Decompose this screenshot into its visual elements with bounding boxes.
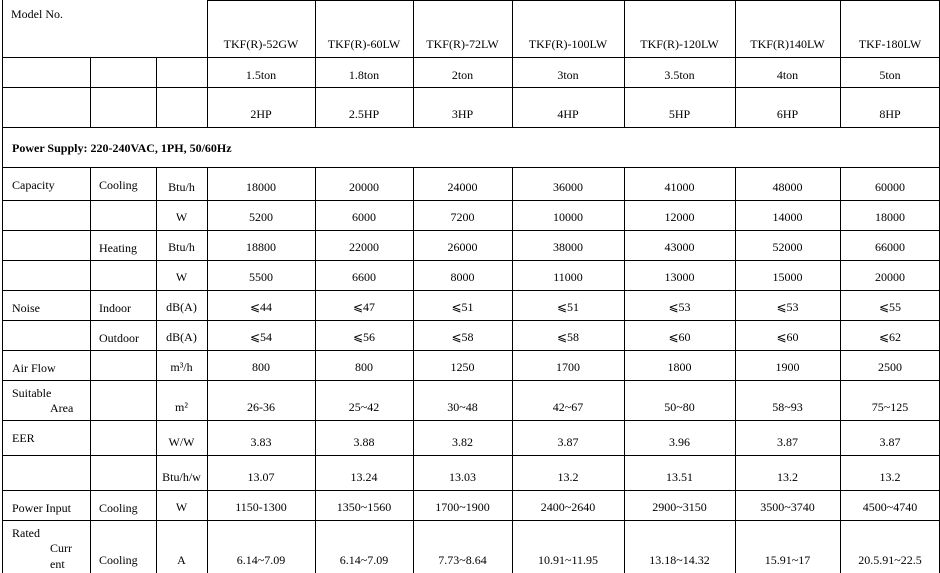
grid-hline	[2, 380, 940, 381]
value-cell: 13.03	[449, 470, 476, 484]
row-sublabel: Heating	[99, 241, 137, 255]
unit-cell: Btu/h	[168, 240, 195, 254]
value-cell: 3.87	[557, 435, 579, 449]
value-cell: 15000	[772, 270, 803, 284]
grid-hline	[2, 260, 940, 261]
row-sublabel: Cooling	[99, 178, 138, 192]
grid-hline	[2, 87, 940, 88]
horsepower-cell: 3HP	[451, 107, 474, 121]
model-name-cell: TKF(R)-72LW	[426, 37, 499, 51]
value-cell: 75~125	[871, 400, 909, 414]
value-cell: 10000	[553, 210, 583, 224]
value-cell: ⩽47	[352, 300, 376, 314]
horsepower-cell: 6HP	[776, 107, 799, 121]
value-cell: 22000	[349, 240, 379, 254]
value-cell: ⩽58	[451, 330, 474, 344]
unit-cell: W	[175, 270, 188, 284]
grid-hline	[2, 420, 940, 421]
row-label: Power Input	[12, 501, 71, 515]
value-cell: 30~48	[447, 400, 478, 414]
value-cell: 25~42	[348, 400, 380, 414]
value-cell: 48000	[772, 180, 803, 194]
value-cell: 3.96	[669, 435, 690, 449]
row-label: Air Flow	[12, 361, 56, 375]
value-cell: 66000	[875, 240, 905, 254]
horsepower-cell: 5HP	[668, 107, 691, 121]
value-cell: 43000	[664, 240, 695, 254]
grid-hline	[2, 490, 940, 491]
value-cell: 1250	[450, 360, 475, 374]
value-cell: 18800	[246, 240, 276, 254]
row-sublabel: Indoor	[99, 301, 131, 315]
model-name-cell: TKF(R)-52GW	[223, 37, 299, 51]
value-cell: 13.18~14.32	[649, 553, 710, 567]
value-cell: 7200	[450, 210, 475, 224]
tonnage-cell: 3ton	[557, 68, 579, 82]
value-cell: ⩽60	[776, 330, 799, 344]
row-sublabel: Cooling	[99, 553, 138, 567]
value-cell: 13.2	[879, 470, 901, 484]
grid-hline	[207, 0, 940, 1]
value-cell: ⩽53	[668, 300, 691, 314]
row-sublabel: Outdoor	[99, 331, 139, 345]
value-cell: ⩽55	[878, 300, 902, 314]
value-cell: 2900~3150	[652, 500, 707, 514]
model-name-cell: TKF(R)140LW	[750, 37, 825, 51]
value-cell: 18000	[246, 180, 276, 194]
tonnage-cell: 1.5ton	[245, 68, 277, 82]
tonnage-cell: 4ton	[776, 68, 799, 82]
value-cell: 13000	[664, 270, 695, 284]
value-cell: ⩽58	[556, 330, 580, 344]
value-cell: 1700~1900	[435, 500, 490, 514]
value-cell: 5200	[249, 210, 273, 224]
grid-vline	[90, 57, 91, 127]
value-cell: 58~93	[772, 400, 803, 414]
value-cell: 13.2	[777, 470, 798, 484]
unit-cell: W/W	[168, 435, 195, 449]
tonnage-cell: 2ton	[451, 68, 474, 82]
value-cell: 6.14~7.09	[339, 553, 389, 567]
value-cell: 10.91~11.95	[537, 553, 599, 567]
value-cell: 3.87	[777, 435, 798, 449]
value-cell: 26-36	[247, 400, 275, 414]
value-cell: 42~67	[552, 400, 584, 414]
value-cell: 14000	[772, 210, 803, 224]
value-cell: 6600	[352, 270, 376, 284]
row-label: Suitable	[12, 386, 52, 400]
value-cell: 11000	[553, 270, 583, 284]
value-cell: 3.82	[452, 435, 473, 449]
unit-cell: A	[177, 553, 186, 567]
value-cell: 2400~2640	[540, 500, 596, 514]
value-cell: 1350~1560	[336, 500, 392, 514]
grid-hline	[2, 455, 940, 456]
row-label: Rated	[12, 526, 40, 540]
row-sublabel: Cooling	[99, 501, 138, 515]
grid-hline	[2, 520, 940, 521]
grid-hline	[2, 230, 940, 231]
value-cell: 50~80	[664, 400, 695, 414]
unit-cell: Btu/h/w	[162, 470, 201, 484]
value-cell: 20.5.91~22.5	[858, 553, 922, 567]
value-cell: 3.88	[353, 435, 375, 449]
value-cell: 3500~3740	[760, 500, 815, 514]
grid-hline	[2, 350, 940, 351]
value-cell: 26000	[447, 240, 478, 254]
grid-hline	[2, 200, 940, 201]
unit-cell: m²	[175, 400, 188, 414]
model-name-cell: TKF(R)-60LW	[327, 37, 401, 51]
grid-hline	[2, 57, 940, 58]
model-name-cell: TKF(R)-100LW	[528, 37, 608, 51]
value-cell: 36000	[553, 180, 583, 194]
value-cell: 3.87	[879, 435, 901, 449]
model-no-label: Model No.	[11, 7, 63, 21]
value-cell: ⩽56	[352, 330, 376, 344]
value-cell: 1700	[556, 360, 580, 374]
tonnage-cell: 1.8ton	[348, 68, 380, 82]
unit-cell: dB(A)	[166, 300, 197, 314]
value-cell: 1150-1300	[235, 500, 287, 514]
value-cell: 13.24	[350, 470, 378, 484]
value-cell: 18000	[875, 210, 905, 224]
grid-hline	[2, 320, 940, 321]
power-supply-label: Power Supply: 220-240VAC, 1PH, 50/60Hz	[12, 141, 232, 155]
horsepower-cell: 4HP	[557, 107, 579, 121]
value-cell: 7.73~8.64	[438, 553, 487, 567]
value-cell: 13.51	[666, 470, 693, 484]
model-name-cell: TKF(R)-120LW	[640, 37, 719, 51]
grid-hline	[2, 127, 940, 128]
value-cell: ⩽44	[249, 300, 273, 314]
row-label: Area	[50, 401, 74, 415]
value-cell: 41000	[664, 180, 695, 194]
value-cell: ⩽53	[776, 300, 799, 314]
value-cell: 12000	[664, 210, 695, 224]
unit-cell: W	[175, 500, 188, 514]
value-cell: 24000	[447, 180, 478, 194]
value-cell: 20000	[875, 270, 905, 284]
horsepower-cell: 8HP	[879, 107, 901, 121]
value-cell: 13.07	[247, 470, 275, 484]
grid-hline	[2, 167, 940, 168]
value-cell: 4500~4740	[862, 500, 918, 514]
value-cell: 6.14~7.09	[236, 553, 286, 567]
value-cell: 15.91~17	[764, 553, 811, 567]
value-cell: 60000	[875, 180, 905, 194]
row-label: EER	[12, 431, 35, 445]
value-cell: ⩽62	[878, 330, 902, 344]
value-cell: ⩽54	[249, 330, 273, 344]
horsepower-cell: 2HP	[250, 107, 272, 121]
value-cell: ⩽51	[556, 300, 580, 314]
model-name-cell: TKF-180LW	[858, 37, 922, 51]
unit-cell: m³/h	[170, 360, 193, 374]
unit-cell: W	[175, 210, 188, 224]
value-cell: 2500	[878, 360, 902, 374]
grid-vline	[2, 0, 3, 573]
value-cell: ⩽60	[668, 330, 691, 344]
row-label: Curr	[50, 541, 72, 555]
row-label: Capacity	[12, 178, 55, 192]
value-cell: 800	[252, 360, 270, 374]
value-cell: 13.2	[557, 470, 579, 484]
row-label: Noise	[12, 301, 40, 315]
value-cell: 6000	[352, 210, 376, 224]
value-cell: 20000	[349, 180, 379, 194]
value-cell: ⩽51	[451, 300, 474, 314]
grid-vline	[156, 57, 157, 127]
tonnage-cell: 5ton	[879, 68, 901, 82]
value-cell: 8000	[450, 270, 475, 284]
value-cell: 38000	[553, 240, 583, 254]
value-cell: 52000	[772, 240, 803, 254]
tonnage-cell: 3.5ton	[664, 68, 695, 82]
value-cell: 5500	[249, 270, 273, 284]
grid-hline	[2, 290, 940, 291]
value-cell: 1800	[667, 360, 692, 374]
unit-cell: Btu/h	[168, 180, 195, 194]
value-cell: 1900	[775, 360, 800, 374]
horsepower-cell: 2.5HP	[348, 107, 380, 121]
unit-cell: dB(A)	[166, 330, 197, 344]
value-cell: 3.83	[250, 435, 272, 449]
row-label: ent	[50, 557, 65, 571]
value-cell: 800	[355, 360, 373, 374]
